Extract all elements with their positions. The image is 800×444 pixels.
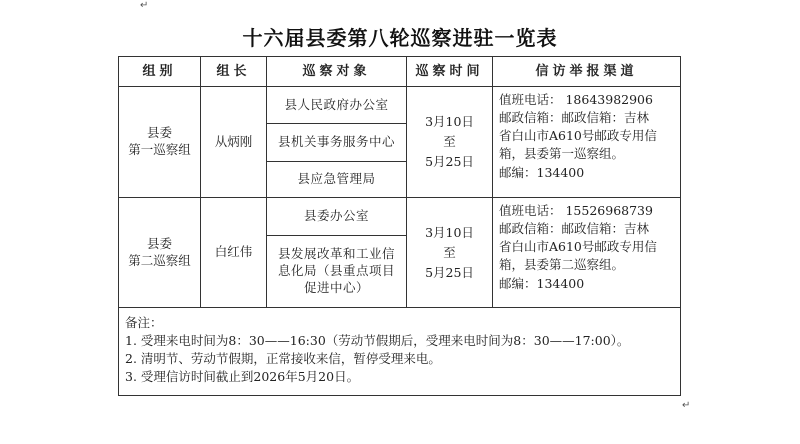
- target-cell: [267, 236, 407, 308]
- header-targets: 巡察对象: [267, 57, 407, 87]
- time-start: 3月10日: [425, 114, 474, 129]
- leader-cell: 白红伟: [201, 198, 267, 308]
- paragraph-mark: ↵: [682, 400, 691, 411]
- duty-phone: 值班电话： 15526968739: [499, 203, 653, 218]
- channel-cell: [493, 87, 681, 198]
- time-to: 至: [443, 244, 456, 260]
- zip-code: 邮编：134400: [499, 164, 585, 180]
- document-title: 十六届县委第八轮巡察进驻一览表: [242, 26, 558, 50]
- header-time: 巡察时间: [407, 57, 493, 87]
- header-channel: 信访举报渠道: [493, 57, 681, 87]
- target-line: 促进中心）: [303, 279, 369, 295]
- inspection-table: [118, 56, 681, 396]
- note-item: 1. 受理来电时间为8：30——16:30（劳动节假期后，受理来电时间为8：30——17:00）。: [125, 333, 630, 349]
- mailbox-line: 省白山市A610号邮政专用信: [499, 128, 657, 144]
- channel-cell: [493, 198, 681, 308]
- target-cell: 县应急管理局: [267, 162, 407, 198]
- time-start: 3月10日: [425, 224, 474, 240]
- header-row: [119, 57, 681, 87]
- time-cell: [407, 198, 493, 308]
- group-name-line: 县委: [146, 235, 172, 251]
- paragraph-mark: ↵: [140, 0, 149, 11]
- group-name-line: 第一巡察组: [128, 142, 191, 157]
- notes-heading: 备注：: [125, 315, 163, 330]
- mailbox-line: 箱，县委第二巡察组。: [499, 257, 625, 273]
- note-item: 2. 清明节、劳动节假期，正常接收来信，暂停受理来电。: [125, 351, 441, 367]
- duty-phone: 值班电话： 18643982906: [499, 92, 653, 107]
- mailbox-line: 邮政信箱：邮政信箱：吉林: [499, 110, 650, 126]
- mailbox-line: 箱，县委第一巡察组。: [499, 146, 625, 162]
- zip-code: 邮编：134400: [499, 275, 585, 291]
- target-cell: 县机关事务服务中心: [267, 124, 407, 162]
- target-line: 息化局（县重点项目: [277, 263, 395, 279]
- target-cell: 县委办公室: [267, 198, 407, 236]
- time-end: 5月25日: [425, 264, 474, 280]
- table-row: [119, 198, 681, 236]
- group-name-line: 县委: [146, 125, 172, 141]
- group-name-cell: [119, 198, 201, 308]
- target-line: 县发展改革和工业信: [277, 246, 395, 262]
- note-item: 3. 受理信访时间截止到2026年5月20日。: [125, 369, 360, 385]
- table-row: [119, 87, 681, 124]
- leader-cell: 从炳刚: [201, 87, 267, 198]
- mailbox-line: 省白山市A610号邮政专用信: [499, 239, 657, 255]
- time-cell: [407, 87, 493, 198]
- header-group: 组别: [119, 57, 201, 87]
- group-name-cell: [119, 87, 201, 198]
- mailbox-line: 邮政信箱：邮政信箱：吉林: [499, 221, 650, 237]
- group-name-line: 第二巡察组: [128, 252, 191, 268]
- time-end: 5月25日: [425, 154, 474, 169]
- notes-row: [119, 308, 681, 396]
- header-leader: 组长: [201, 57, 267, 87]
- target-cell: 县人民政府办公室: [267, 87, 407, 124]
- time-to: 至: [443, 134, 456, 149]
- notes-cell: [119, 308, 681, 396]
